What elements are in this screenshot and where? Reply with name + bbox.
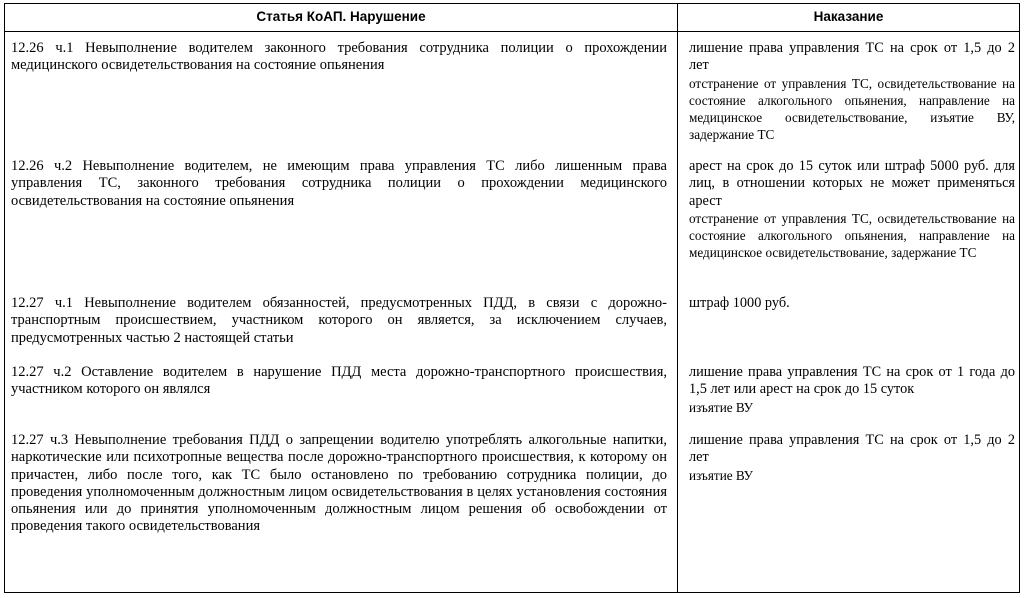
row-2-penalty-main: арест на срок до 15 суток или штраф 5000 руб. для лиц, в отношении которых не может применяться арест bbox=[689, 158, 1015, 209]
row-5-penalty-main: лишение права управления ТС на срок от 1,5 до 2 лет bbox=[689, 432, 1015, 466]
row-1-penalty-extra: отстранение от управления ТС, освидетельствование на состояние алкогольного опьянения, направление на медицинское освидетельствование, изъятие ВУ, задержание ТС bbox=[689, 75, 1015, 143]
row-1-penalty bbox=[689, 40, 1015, 144]
row-3-penalty-main: штраф 1000 руб. bbox=[689, 295, 790, 311]
row-2-penalty-extra: отстранение от управления ТС, освидетельствование на состояние алкогольного опьянения, направление на медицинское освидетельствование, задержание ТС bbox=[689, 210, 1015, 261]
row-5-article: 12.27 ч.3 Невыполнение требования ПДД о запрещении водителю употреблять алкогольные напитки, наркотические или психотропные вещества после дорожно-транспортного происшествия, к которому он причастен, либо после того, как ТС было остановлено по требованию сотрудника полиции, до проведения уполномоченным должностным лицом освидетельствования в целях установления состояния опьянения или до принятия уполномоченным должностным лицом решения об освобождении от проведения такого освидетельствования bbox=[11, 432, 667, 535]
column-divider bbox=[677, 3, 678, 593]
row-1-article: 12.26 ч.1 Невыполнение водителем законного требования сотрудника полиции о прохождении медицинского освидетельствования на состояние опьянения bbox=[11, 40, 667, 74]
row-2-article: 12.26 ч.2 Невыполнение водителем, не имеющим права управления ТС либо лишенным права управления ТС, законного требования сотрудника полиции о прохождении медицинского освидетельствования на состояние опьянения bbox=[11, 158, 667, 209]
row-4-penalty-extra: изъятие ВУ bbox=[689, 399, 753, 415]
header-article: Статья КоАП. Нарушение bbox=[256, 9, 426, 24]
row-3-penalty bbox=[689, 295, 1015, 312]
row-4-penalty-main: лишение права управления ТС на срок от 1 года до 1,5 лет или арест на срок до 15 суток bbox=[689, 364, 1015, 398]
row-3-article: 12.27 ч.1 Невыполнение водителем обязанностей, предусмотренных ПДД, в связи с дорожно-транспортным происшествием, участником которого он является, за исключением случаев, предусмотренных частью 2 настоящей статьи bbox=[11, 295, 667, 346]
row-4-article: 12.27 ч.2 Оставление водителем в нарушение ПДД места дорожно-транспортного происшествия, участником которого он являлся bbox=[11, 364, 667, 398]
header-divider bbox=[4, 31, 1020, 32]
row-4-penalty bbox=[689, 364, 1015, 416]
row-5-penalty bbox=[689, 432, 1015, 484]
row-1-penalty-main: лишение права управления ТС на срок от 1,5 до 2 лет bbox=[689, 40, 1015, 74]
row-2-penalty bbox=[689, 158, 1015, 262]
header-penalty: Наказание bbox=[813, 9, 884, 24]
row-5-penalty-extra: изъятие ВУ bbox=[689, 467, 753, 483]
